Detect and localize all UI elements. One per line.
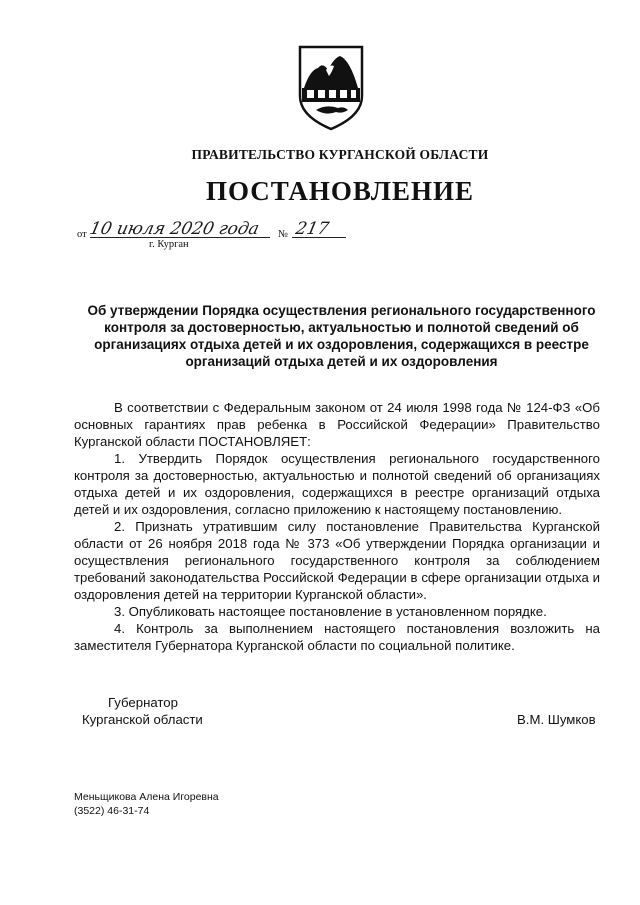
date-underline — [90, 237, 270, 238]
document-body — [74, 399, 600, 654]
document-type: ПОСТАНОВЛЕНИЕ — [205, 176, 475, 206]
date-prefix: от — [77, 229, 87, 240]
signatory-name: В.М. Шумков — [517, 712, 596, 727]
signatory-position-line1: Губернатор — [108, 695, 178, 710]
handwritten-number: 217 — [293, 219, 331, 239]
document-title: Об утверждении Порядка осуществления регионального государственного контроля за достоверностью, актуальностью и полнотой сведений об организациях отдыха детей и их оздоровления, содержащихся в реестре организаций отдыха детей и их оздоровления — [87, 303, 596, 369]
executor-name: Меньщикова Алена Игоревна — [74, 791, 219, 803]
executor-footer — [74, 790, 219, 818]
place: г. Курган — [149, 239, 189, 250]
handwritten-date: 10 июля 2020 года — [87, 219, 261, 239]
clause-2: 2. Признать утратившим силу постановление Правительства Курганской области от 26 ноября 2018 года № 373 «Об утверждении Порядка организации и осуществления регионального государственного контроля за соблюдением требований законодательства Российской Федерации в сфере организации отдыха и оздоровления детей на территории Курганской области». — [74, 519, 600, 602]
government-name: ПРАВИТЕЛЬСТВО КУРГАНСКОЙ ОБЛАСТИ — [191, 147, 489, 162]
clause-1: 1. Утвердить Порядок осуществления регионального государственного контроля за достоверностью, актуальностью и полнотой сведений об организациях отдыха детей и их оздоровления, содержащихся в реестре организаций отдыха детей и их оздоровления, согласно приложению к настоящему постановлению. — [74, 451, 600, 517]
coat-of-arms-icon — [296, 44, 366, 132]
clause-3: 3. Опубликовать настоящее постановление в установленном порядке. — [114, 604, 547, 619]
clause-4: 4. Контроль за выполнением настоящего постановления возложить на заместителя Губернатора Курганской области по социальной политике. — [74, 621, 600, 653]
preamble-paragraph: В соответствии с Федеральным законом от 24 июля 1998 года № 124-ФЗ «Об основных гарантиях прав ребенка в Российской Федерации» Правительство Курганской области ПОСТАНОВЛЯЕТ: — [74, 400, 600, 449]
number-underline — [292, 237, 346, 238]
number-prefix: № — [278, 229, 289, 240]
executor-phone: (3522) 46-31-74 — [74, 805, 150, 817]
signatory-position-line2: Курганской области — [82, 712, 203, 727]
